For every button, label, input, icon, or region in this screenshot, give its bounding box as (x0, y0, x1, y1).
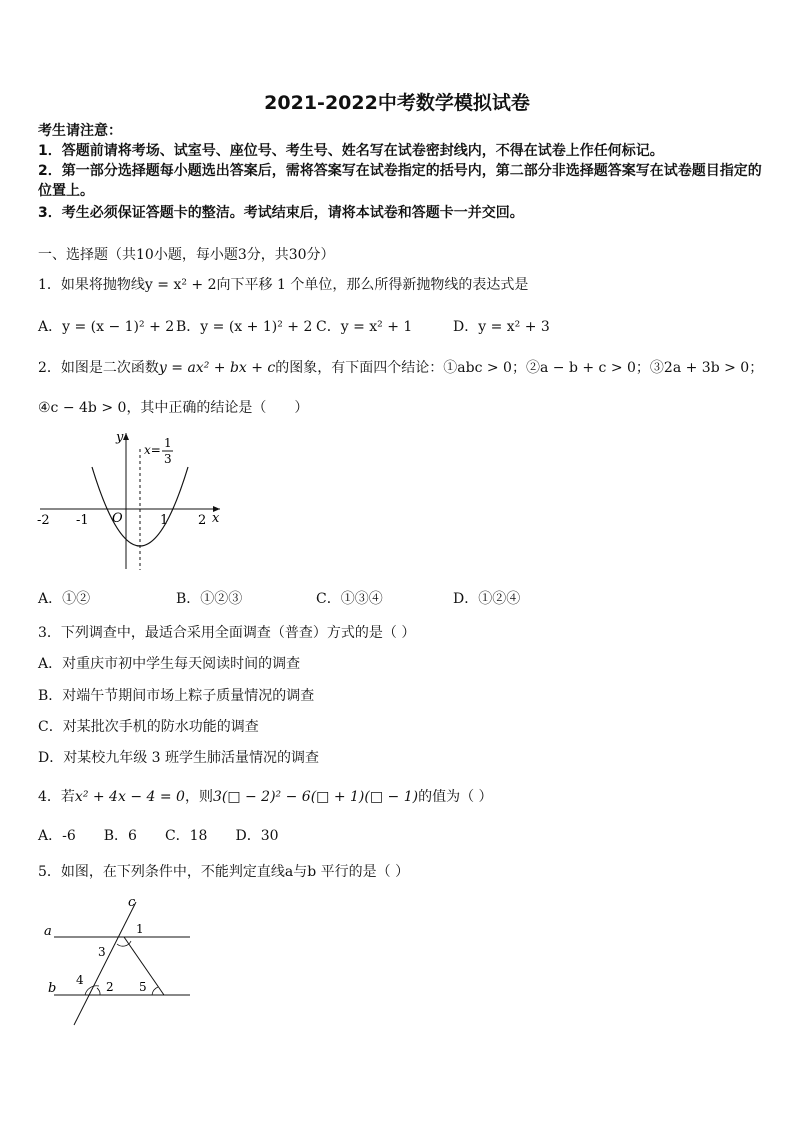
q3-option-c[interactable]: C．对某批次手机的防水功能的调查 (38, 719, 259, 735)
notice-heading: 考生请注意： (38, 123, 122, 139)
option-text: ①② (62, 591, 91, 607)
q2-option-c[interactable] (316, 588, 383, 608)
q1-expr: y = x² + 2 (144, 277, 217, 293)
q2-conclusion-1: ①abc > 0 (443, 360, 512, 376)
option-label: B． (176, 319, 201, 335)
q4-expression: 3(□ − 2)² − 6(□ + 1)(□ − 1) (212, 789, 419, 805)
q1-option-a[interactable] (38, 316, 174, 336)
angle-3-label: 3 (98, 945, 106, 959)
option-label: A． (38, 319, 63, 335)
angle-2-arc (97, 988, 100, 995)
option-text: ①②③ (200, 591, 243, 607)
question-4-stem (38, 787, 493, 807)
q2-option-d[interactable] (453, 588, 520, 608)
angle-4-label: 4 (76, 973, 84, 987)
q3-option-a[interactable]: A．对重庆市初中学生每天阅读时间的调查 (38, 656, 301, 672)
q2-sep: ； (511, 360, 526, 376)
q2-stem-b: 的图象，有下面四个结论： (275, 360, 444, 376)
tick-label-2: 2 (198, 513, 207, 528)
question-2-stem (38, 358, 763, 378)
option-expr: y = x² + 3 (478, 319, 550, 335)
x-label: x (212, 511, 220, 526)
option-label: A． (38, 591, 63, 607)
option-expr: y = (x − 1)² + 2 (62, 319, 175, 335)
q4-stem-b: ，则 (184, 789, 213, 805)
q2-conclusion-3: ③2a + 3b > 0 (649, 360, 750, 376)
angle-3-arc (117, 941, 131, 946)
question-2-stem-cont (38, 398, 308, 418)
option-expr: y = x² + 1 (340, 319, 413, 335)
q2-expr: y = ax² + bx + c (158, 360, 276, 376)
option-label: D． (453, 591, 479, 607)
angle-5-label: 5 (139, 980, 147, 994)
question-3-stem: 3．下列调查中，最适合采用全面调查（普查）方式的是（ ） (38, 625, 416, 641)
q4-condition: x² + 4x − 4 = 0 (74, 789, 185, 805)
frac-numerator: 1 (164, 436, 172, 450)
q2-stem-a: 2．如图是二次函数 (38, 360, 159, 376)
parallel-lines-figure (38, 892, 208, 1032)
page-title: 2021-2022中考数学模拟试卷 (264, 92, 530, 114)
option-text: ①③④ (340, 591, 383, 607)
option-label: C． (316, 591, 341, 607)
question-5-stem: 5．如图，在下列条件中，不能判定直线a与b 平行的是（ ） (38, 864, 410, 880)
q4-stem-c: 的值为（ ） (418, 789, 493, 805)
axis-eq-label: x= (144, 443, 161, 457)
line-a-label: a (44, 924, 52, 939)
y-label: y (116, 430, 124, 445)
line-c (74, 902, 136, 1025)
angle-5-arc (152, 987, 158, 995)
y-axis-arrow (123, 433, 129, 440)
q1-option-b[interactable] (176, 316, 312, 336)
q3-option-b[interactable]: B．对端午节期间市场上粽子质量情况的调查 (38, 688, 315, 704)
question-1-stem (38, 275, 528, 295)
q2-sep: ； (749, 360, 764, 376)
q4-options[interactable]: A．-6 B．6 C．18 D．30 (38, 828, 279, 844)
q2-option-a[interactable] (38, 588, 90, 608)
q2-sep: ； (635, 360, 650, 376)
option-label: B． (176, 591, 201, 607)
option-label: D． (453, 319, 479, 335)
q1-option-c[interactable] (316, 316, 412, 336)
option-text: ①②④ (478, 591, 521, 607)
line-b-label: b (48, 981, 57, 996)
tick-label-1: 1 (160, 513, 169, 528)
notice-item-1: 1．答题前请将考场、试室号、座位号、考生号、姓名写在试卷密封线内，不得在试卷上作任何标记。 (38, 143, 664, 159)
origin-label: O (112, 511, 123, 526)
parabola-graph (30, 425, 230, 575)
q1-stem-a: 1．如果将抛物线 (38, 277, 145, 293)
q2-stem-c: ，其中正确的结论是（ ） (126, 400, 309, 416)
angle-2-label: 2 (106, 980, 114, 994)
line-c-label: c (128, 895, 136, 910)
q2-conclusion-4: ④c − 4b > 0 (38, 400, 127, 416)
notice-item-3: 3．考生必须保证答题卡的整洁。考试结束后，请将本试卷和答题卡一并交回。 (38, 205, 524, 221)
option-expr: y = (x + 1)² + 2 (200, 319, 313, 335)
tick-label-neg2: -2 (37, 513, 50, 528)
q3-option-d[interactable]: D．对某校九年级 3 班学生肺活量情况的调查 (38, 750, 320, 766)
q4-stem-a: 4．若 (38, 789, 75, 805)
q1-option-d[interactable] (453, 316, 550, 336)
frac-denominator: 3 (164, 452, 172, 466)
section-heading: 一、选择题（共10小题，每小题3分，共30分） (38, 247, 335, 263)
tick-label-neg1: -1 (76, 513, 89, 528)
q2-option-b[interactable] (176, 588, 242, 608)
q1-stem-b: 向下平移 1 个单位，那么所得新抛物线的表达式是 (216, 277, 529, 293)
notice-item-2: 2．第一部分选择题每小题选出答案后，需将答案写在试卷指定的括号内，第二部分非选择题答案写在试卷题目指定的位置上。 (38, 163, 762, 199)
angle-1-label: 1 (136, 922, 144, 936)
q2-conclusion-2: ②a − b + c > 0 (525, 360, 636, 376)
option-label: C． (316, 319, 341, 335)
